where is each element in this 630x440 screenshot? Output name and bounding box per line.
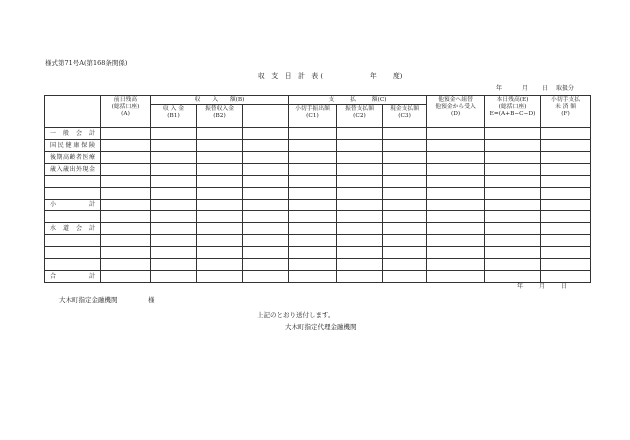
value-cell bbox=[541, 235, 591, 247]
issue-date bbox=[517, 284, 567, 290]
recipient-bank: 大木町指定金融機関 bbox=[59, 296, 118, 304]
value-cell bbox=[243, 175, 289, 187]
value-cell bbox=[337, 187, 383, 199]
income-cash-code: (B1) bbox=[167, 113, 180, 120]
value-cell bbox=[243, 152, 289, 164]
value-cell bbox=[383, 223, 427, 235]
value-cell bbox=[101, 235, 151, 247]
value-cell bbox=[101, 163, 151, 175]
value-cell bbox=[101, 128, 151, 140]
value-cell bbox=[289, 140, 337, 152]
row-label: 合 計 bbox=[45, 270, 101, 282]
payment-transfer-code: (C2) bbox=[353, 113, 366, 120]
value-cell bbox=[383, 175, 427, 187]
value-cell bbox=[427, 223, 485, 235]
table-row bbox=[45, 175, 591, 187]
row-label bbox=[45, 247, 101, 259]
value-cell bbox=[541, 223, 591, 235]
transfer-out: 他預金へ組替 bbox=[438, 97, 473, 103]
value-cell bbox=[197, 175, 243, 187]
value-cell bbox=[337, 140, 383, 152]
value-cell bbox=[289, 187, 337, 199]
table-row bbox=[45, 211, 591, 223]
value-cell bbox=[243, 247, 289, 259]
value-cell bbox=[541, 259, 591, 271]
prev-balance-title: 前日残高 bbox=[113, 97, 138, 103]
value-cell bbox=[101, 211, 151, 223]
table-row bbox=[45, 235, 591, 247]
value-cell bbox=[383, 128, 427, 140]
value-cell bbox=[151, 247, 197, 259]
value-cell bbox=[485, 199, 541, 211]
payment-cash-header bbox=[383, 105, 427, 128]
value-cell bbox=[289, 223, 337, 235]
row-label bbox=[45, 235, 101, 247]
value-cell bbox=[427, 211, 485, 223]
value-cell bbox=[101, 259, 151, 271]
value-cell bbox=[151, 259, 197, 271]
value-cell bbox=[485, 270, 541, 282]
value-cell bbox=[541, 163, 591, 175]
value-cell bbox=[289, 152, 337, 164]
daily-balance-table bbox=[44, 95, 591, 283]
value-cell bbox=[427, 247, 485, 259]
value-cell bbox=[541, 270, 591, 282]
value-cell bbox=[337, 270, 383, 282]
issue-day: 日 bbox=[561, 283, 568, 290]
value-cell bbox=[383, 187, 427, 199]
value-cell bbox=[197, 163, 243, 175]
income-transfer-header bbox=[197, 105, 243, 128]
value-cell bbox=[243, 187, 289, 199]
value-cell bbox=[383, 247, 427, 259]
value-cell bbox=[337, 128, 383, 140]
value-cell bbox=[151, 187, 197, 199]
value-cell bbox=[197, 211, 243, 223]
value-cell bbox=[243, 163, 289, 175]
transfer-header bbox=[427, 96, 485, 128]
prev-balance-sub: (総括口座) bbox=[111, 104, 140, 111]
issue-year: 年 bbox=[517, 283, 524, 290]
value-cell bbox=[485, 128, 541, 140]
value-cell bbox=[337, 199, 383, 211]
value-cell bbox=[541, 140, 591, 152]
value-cell bbox=[541, 128, 591, 140]
date-month: 月 bbox=[522, 85, 529, 92]
value-cell bbox=[383, 163, 427, 175]
today-balance-sub: (総括口座) bbox=[498, 104, 527, 111]
value-cell bbox=[383, 152, 427, 164]
value-cell bbox=[485, 152, 541, 164]
value-cell bbox=[151, 140, 197, 152]
income-cash-label: 収 入 金 bbox=[162, 106, 185, 113]
date-day: 日 bbox=[542, 85, 549, 92]
value-cell bbox=[289, 163, 337, 175]
value-cell bbox=[289, 128, 337, 140]
value-cell bbox=[485, 223, 541, 235]
value-cell bbox=[337, 247, 383, 259]
value-cell bbox=[289, 235, 337, 247]
value-cell bbox=[337, 163, 383, 175]
value-cell bbox=[101, 140, 151, 152]
value-cell bbox=[541, 175, 591, 187]
value-cell bbox=[289, 199, 337, 211]
value-cell bbox=[151, 211, 197, 223]
value-cell bbox=[427, 259, 485, 271]
value-cell bbox=[541, 199, 591, 211]
value-cell bbox=[151, 270, 197, 282]
payment-transfer-label: 振替支払額 bbox=[345, 106, 374, 113]
payment-cash-code: (C3) bbox=[398, 113, 411, 120]
value-cell bbox=[541, 247, 591, 259]
value-cell bbox=[427, 235, 485, 247]
value-cell bbox=[101, 187, 151, 199]
agent-bank: 大木町指定代理金融機関 bbox=[285, 323, 357, 331]
row-label bbox=[45, 175, 101, 187]
value-cell bbox=[427, 163, 485, 175]
today-balance-header bbox=[485, 96, 541, 128]
value-cell bbox=[197, 270, 243, 282]
value-cell bbox=[485, 140, 541, 152]
value-cell bbox=[243, 199, 289, 211]
value-cell bbox=[485, 235, 541, 247]
value-cell bbox=[337, 259, 383, 271]
row-label bbox=[45, 259, 101, 271]
value-cell bbox=[289, 175, 337, 187]
value-cell bbox=[485, 175, 541, 187]
value-cell bbox=[197, 187, 243, 199]
transfer-code: (D) bbox=[450, 111, 461, 118]
value-cell bbox=[101, 152, 151, 164]
value-cell bbox=[427, 187, 485, 199]
value-cell bbox=[427, 270, 485, 282]
value-cell bbox=[485, 187, 541, 199]
today-balance-title: 本日残高(E) bbox=[496, 97, 529, 103]
value-cell bbox=[197, 235, 243, 247]
value-cell bbox=[101, 199, 151, 211]
value-cell bbox=[337, 211, 383, 223]
value-cell bbox=[101, 175, 151, 187]
value-cell bbox=[243, 235, 289, 247]
value-cell bbox=[337, 223, 383, 235]
value-cell bbox=[197, 152, 243, 164]
payment-transfer-header bbox=[337, 105, 383, 128]
value-cell bbox=[337, 235, 383, 247]
value-cell bbox=[197, 128, 243, 140]
value-cell bbox=[243, 211, 289, 223]
value-cell bbox=[427, 152, 485, 164]
value-cell bbox=[383, 140, 427, 152]
row-label: 水 道 会 計 bbox=[45, 223, 101, 235]
payment-group-header: 支 払 額(C) bbox=[289, 96, 427, 105]
row-label: 一 般 会 計 bbox=[45, 128, 101, 140]
income-cash-header bbox=[151, 105, 197, 128]
income-transfer-label: 振替収入金 bbox=[205, 106, 234, 113]
value-cell bbox=[541, 211, 591, 223]
value-cell bbox=[289, 259, 337, 271]
value-cell bbox=[243, 223, 289, 235]
prev-balance-code: (A) bbox=[121, 111, 130, 118]
issue-month: 月 bbox=[539, 283, 546, 290]
value-cell bbox=[541, 187, 591, 199]
value-cell bbox=[383, 199, 427, 211]
row-label: 小 計 bbox=[45, 199, 101, 211]
row-label bbox=[45, 211, 101, 223]
value-cell bbox=[383, 270, 427, 282]
today-balance-formula: E=(A+B−C−D) bbox=[489, 111, 536, 118]
value-cell bbox=[101, 270, 151, 282]
table-row bbox=[45, 223, 591, 235]
value-cell bbox=[197, 247, 243, 259]
income-group-header: 収 入 額(B) bbox=[151, 96, 289, 105]
value-cell bbox=[197, 140, 243, 152]
value-cell bbox=[337, 175, 383, 187]
value-cell bbox=[197, 199, 243, 211]
date-handling: 取扱分 bbox=[556, 85, 575, 92]
value-cell bbox=[243, 259, 289, 271]
unpaid-checks-title: 小切手支払 bbox=[551, 97, 581, 103]
unpaid-checks-sub: 未 済 額 bbox=[554, 104, 577, 111]
value-cell bbox=[151, 199, 197, 211]
table-row bbox=[45, 187, 591, 199]
value-cell bbox=[289, 247, 337, 259]
row-label: 後期高齢者医療 bbox=[45, 152, 101, 164]
handling-date bbox=[496, 86, 574, 92]
value-cell bbox=[151, 175, 197, 187]
value-cell bbox=[151, 163, 197, 175]
table-row bbox=[45, 128, 591, 140]
payment-check-label: 小切手振出額 bbox=[295, 106, 330, 113]
value-cell bbox=[197, 259, 243, 271]
value-cell bbox=[383, 211, 427, 223]
document-title: 収 支 日 計 表( bbox=[258, 72, 326, 80]
table-row bbox=[45, 140, 591, 152]
honorific: 様 bbox=[148, 296, 155, 304]
income-blank-header bbox=[243, 105, 289, 128]
payment-check-header bbox=[289, 105, 337, 128]
value-cell bbox=[485, 247, 541, 259]
value-cell bbox=[289, 270, 337, 282]
value-cell bbox=[197, 223, 243, 235]
table-row bbox=[45, 152, 591, 164]
income-transfer-code: (B2) bbox=[213, 113, 226, 120]
row-label: 歳入歳出外現金 bbox=[45, 163, 101, 175]
prev-balance-header bbox=[101, 96, 151, 128]
value-cell bbox=[427, 199, 485, 211]
fiscal-year-field: 年 度) bbox=[370, 72, 403, 80]
value-cell bbox=[485, 259, 541, 271]
table-row bbox=[45, 163, 591, 175]
row-label: 国民健康保険 bbox=[45, 140, 101, 152]
table-row bbox=[45, 259, 591, 271]
row-label-header bbox=[45, 96, 101, 128]
value-cell bbox=[243, 270, 289, 282]
unpaid-checks-code: (F) bbox=[561, 111, 570, 118]
value-cell bbox=[101, 223, 151, 235]
value-cell bbox=[427, 140, 485, 152]
table-row bbox=[45, 199, 591, 211]
value-cell bbox=[151, 223, 197, 235]
value-cell bbox=[485, 163, 541, 175]
value-cell bbox=[383, 235, 427, 247]
value-cell bbox=[541, 152, 591, 164]
table-row bbox=[45, 247, 591, 259]
value-cell bbox=[427, 128, 485, 140]
transfer-in: 他預金から受入 bbox=[435, 104, 476, 111]
value-cell bbox=[337, 152, 383, 164]
value-cell bbox=[151, 152, 197, 164]
row-label bbox=[45, 187, 101, 199]
payment-cash-label: 現金支払額 bbox=[390, 106, 420, 113]
payment-check-code: (C1) bbox=[306, 113, 319, 120]
table-row bbox=[45, 270, 591, 282]
value-cell bbox=[383, 259, 427, 271]
date-year: 年 bbox=[496, 85, 503, 92]
value-cell bbox=[289, 211, 337, 223]
value-cell bbox=[427, 175, 485, 187]
value-cell bbox=[243, 128, 289, 140]
remark: 上記のとおり送付します。 bbox=[257, 311, 335, 319]
value-cell bbox=[151, 128, 197, 140]
value-cell bbox=[151, 235, 197, 247]
form-number: 様式第71号A(第168条関係) bbox=[45, 59, 128, 67]
value-cell bbox=[243, 140, 289, 152]
value-cell bbox=[485, 211, 541, 223]
value-cell bbox=[101, 247, 151, 259]
unpaid-checks-header bbox=[541, 96, 591, 128]
